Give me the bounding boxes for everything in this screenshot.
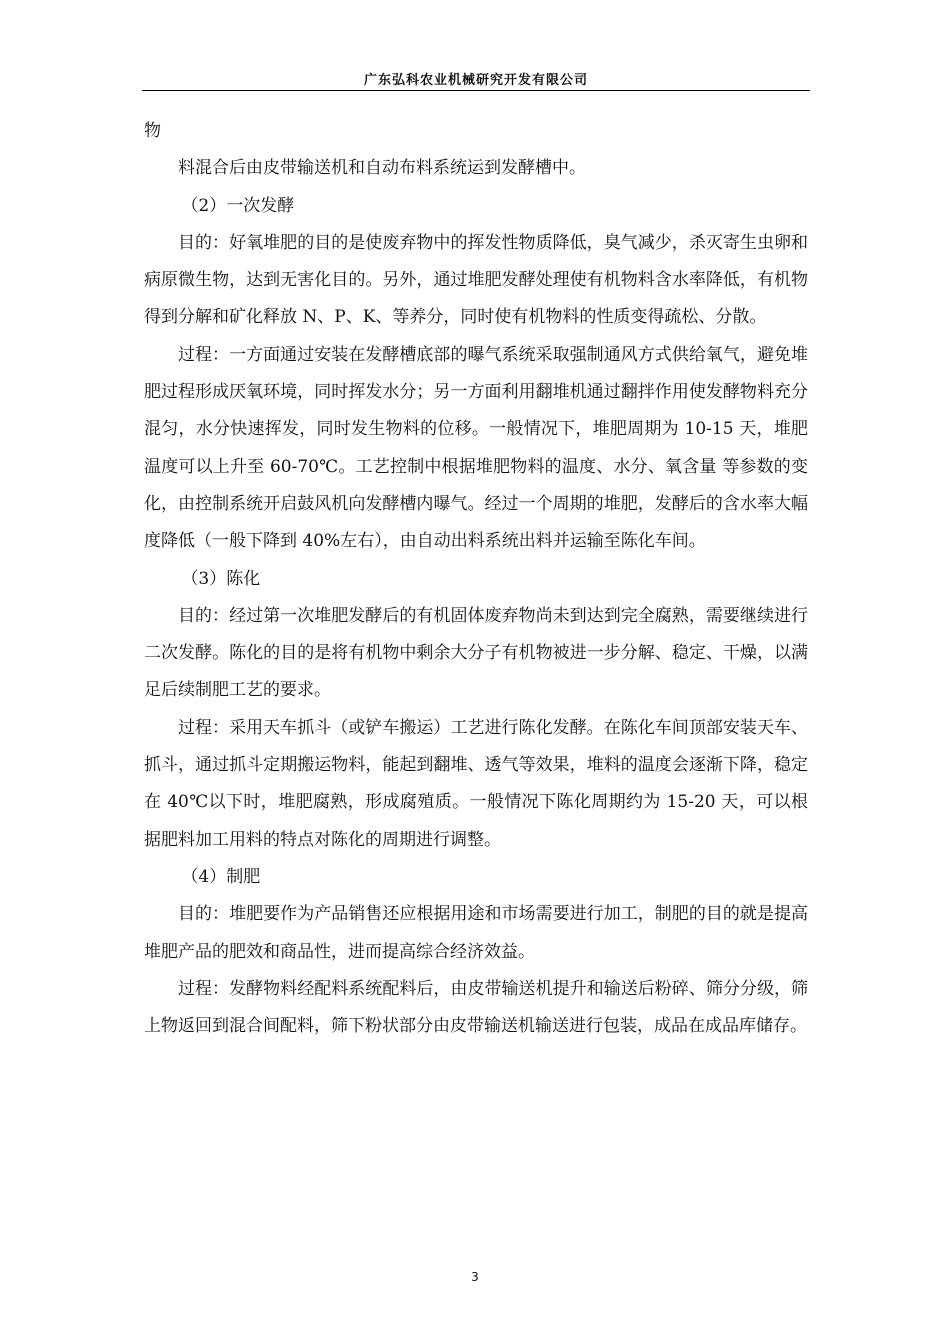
section-heading-primary-fermentation: （2）一次发酵 [181, 195, 295, 216]
paragraph-aging-purpose: 目的：经过第一次堆肥发酵后的有机固体废弃物尚未到达到完全腐熟，需要继续进行二次发酵。陈化的目的是将有机物中剩余大分子有机物被进一步分解、稳定、干燥，以满足后续制肥工艺的要求。 [144, 605, 808, 701]
paragraph-mixing: 料混合后由皮带输送机和自动布料系统运到发酵槽中。 [178, 158, 586, 179]
header-rule [142, 90, 810, 91]
document-body [144, 113, 808, 1045]
paragraph-continuation: 物 [144, 121, 161, 141]
paragraph-fertilizer-process: 过程：发酵物料经配料系统配料后，由皮带输送机提升和输送后粉碎、筛分分级，筛上物返回到混合间配料，筛下粉状部分由皮带输送机输送进行包装，成品在成品库储存。 [144, 978, 808, 1037]
section-heading-fertilizer: （4）制肥 [181, 866, 261, 887]
paragraph-fertilizer-purpose: 目的：堆肥要作为产品销售还应根据用途和市场需要进行加工，制肥的目的就是提高堆肥产品的肥效和商品性，进而提高综合经济效益。 [144, 904, 808, 962]
paragraph-aging-process: 过程：采用天车抓斗（或铲车搬运）工艺进行陈化发酵。在陈化车间顶部安装天车、抓斗，通过抓斗定期搬运物料，能起到翻堆、透气等效果，堆料的温度会逐渐下降，稳定在 40℃以下时，堆肥腐熟，形成腐殖质。一般情况下陈化周期约为 15-20 天，可以根据肥料加工用料的特点对陈化的周期进行调整。 [144, 717, 808, 850]
section-heading-aging: （3）陈化 [181, 568, 261, 589]
paragraph-fermentation-process: 过程：一方面通过安装在发酵槽底部的曝气系统采取强制通风方式供给氧气，避免堆肥过程形成厌氧环境，同时挥发水分；另一方面利用翻堆机通过翻拌作用使发酵物料充分混匀，水分快速挥发，同时发生物料的位移。一般情况下，堆肥周期为 10-15 天，堆肥温度可以上升至 60-70℃。工艺控制中根据堆肥物料的温度、水分、氧含量 等参数的变化，由控制系统开启鼓风机向发酵槽内曝气。经过一个周期的堆肥，发酵后的含水率大幅度降低（一般下降到 40%左右），由自动出料系统出料并运输至陈化车间。 [144, 344, 808, 552]
paragraph-fermentation-purpose: 目的：好氧堆肥的目的是使废弃物中的挥发性物质降低，臭气减少，杀灭寄生虫卵和病原微生物，达到无害化目的。另外，通过堆肥发酵处理使有机物料含水率降低，有机物得到分解和矿化释放 N、P、K、等养分，同时使有机物料的性质变得疏松、分散。 [144, 232, 808, 328]
page-number: 3 [471, 1270, 479, 1284]
page-header: 广东弘科农业机械研究开发有限公司 [363, 73, 588, 88]
